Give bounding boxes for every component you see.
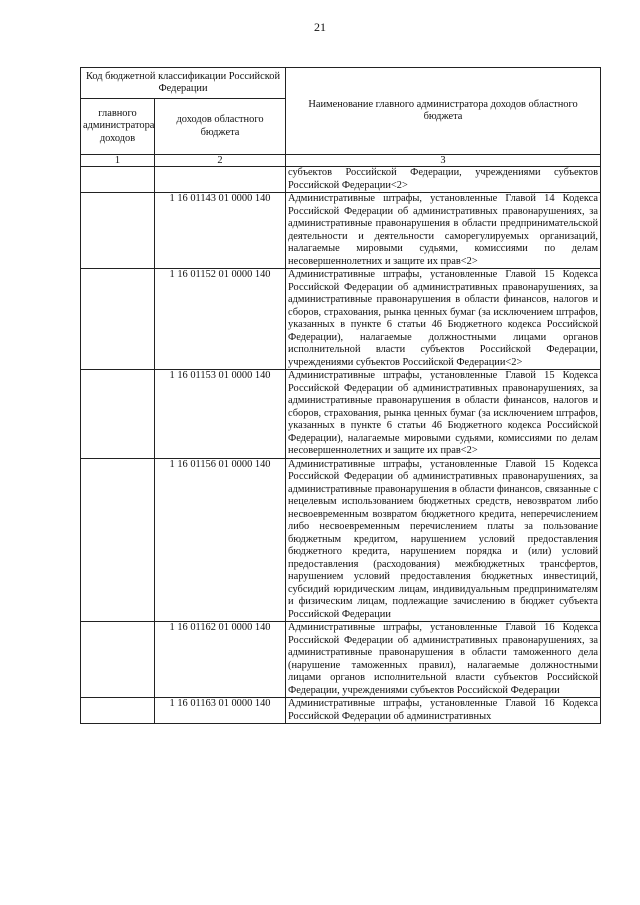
admin-code-cell [81, 167, 155, 193]
table-row [81, 193, 601, 269]
income-code-cell: 1 16 01156 01 0000 140 [155, 458, 286, 622]
income-code-cell: 1 16 01163 01 0000 140 [155, 698, 286, 724]
table-row [81, 269, 601, 370]
admin-code-cell [81, 622, 155, 698]
column-number-1: 1 [81, 155, 155, 167]
income-code-cell: 1 16 01162 01 0000 140 [155, 622, 286, 698]
header-row-top [81, 68, 601, 99]
column-number-row [81, 155, 601, 167]
table-row [81, 698, 601, 724]
income-name-cell: субъектов Российской Федерации, учреждениями субъектов Российской Федерации<2> [286, 167, 601, 193]
column-number-3: 3 [286, 155, 601, 167]
header-group-title: Код бюджетной классификации Российской Федерации [81, 68, 286, 99]
income-code-cell [155, 167, 286, 193]
income-code-cell: 1 16 01143 01 0000 140 [155, 193, 286, 269]
income-name-cell: Административные штрафы, установленные Главой 15 Кодекса Российской Федерации об административных правонарушениях, за административные правонарушения в области финансов, налогов и сборов, страхования, рынка ценных бумаг (за исключением штрафов, указанных в пункте 6 статьи 46 Бюджетного кодекса Российской Федерации), налагаемые должностными лицами органов исполнительной власти субъектов Российской Федерации, учреждениями субъектов Российской Федерации<2> [286, 269, 601, 370]
table-row [81, 167, 601, 193]
income-name-cell: Административные штрафы, установленные Главой 14 Кодекса Российской Федерации об административных правонарушениях, за административные правонарушения в области предпринимательской деятельности и деятельности саморегулируемых организаций, налагаемые мировыми судьями, комиссиями по делам несовершеннолетних и защите их прав<2> [286, 193, 601, 269]
header-code-column: доходов областного бюджета [155, 99, 286, 155]
table-row [81, 370, 601, 459]
column-number-2: 2 [155, 155, 286, 167]
admin-code-cell [81, 370, 155, 459]
table-row [81, 622, 601, 698]
income-code-cell: 1 16 01152 01 0000 140 [155, 269, 286, 370]
table-row [81, 458, 601, 622]
income-name-cell: Административные штрафы, установленные Главой 16 Кодекса Российской Федерации об административных правонарушениях, за административные правонарушения в области таможенного дела (нарушение таможенных правил), налагаемые должностными лицами органов исполнительной власти субъектов Российской Федерации, учреждениями субъектов Российской Федерации [286, 622, 601, 698]
header-name-column: Наименование главного администратора доходов областного бюджета [286, 68, 601, 155]
page-number: 21 [314, 20, 326, 34]
budget-classification-table [80, 67, 601, 724]
admin-code-cell [81, 458, 155, 622]
admin-code-cell [81, 193, 155, 269]
admin-code-cell [81, 698, 155, 724]
income-name-cell: Административные штрафы, установленные Главой 15 Кодекса Российской Федерации об административных правонарушениях, за административные правонарушения в области финансов, связанные с нецелевым использованием бюджетных средств, невозвратом либо несвоевременным возвратом бюджетного кредита, неперечислением либо несвоевременным перечислением платы за пользование бюджетным кредитом, нарушением условий предоставления бюджетного кредита, нарушением порядка и (или) условий предоставления (расходования) межбюджетных трансфертов, нарушением условий предоставления бюджетных инвестиций, субсидий юридическим лицам, индивидуальным предпринимателям и физическим лицам, подлежащие зачислению в бюджет субъекта Российской Федерации [286, 458, 601, 622]
income-name-cell: Административные штрафы, установленные Главой 15 Кодекса Российской Федерации об административных правонарушениях, за административные правонарушения в области финансов, налогов и сборов, страхования, рынка ценных бумаг (за исключением штрафов, указанных в пункте 6 статьи 46 Бюджетного кодекса Российской Федерации), налагаемые мировыми судьями, комиссиями по делам несовершеннолетних и защите их прав<2> [286, 370, 601, 459]
income-name-cell: Административные штрафы, установленные Главой 16 Кодекса Российской Федерации об административных [286, 698, 601, 724]
admin-code-cell [81, 269, 155, 370]
income-code-cell: 1 16 01153 01 0000 140 [155, 370, 286, 459]
header-admin-column: главного администратора доходов [81, 99, 155, 155]
